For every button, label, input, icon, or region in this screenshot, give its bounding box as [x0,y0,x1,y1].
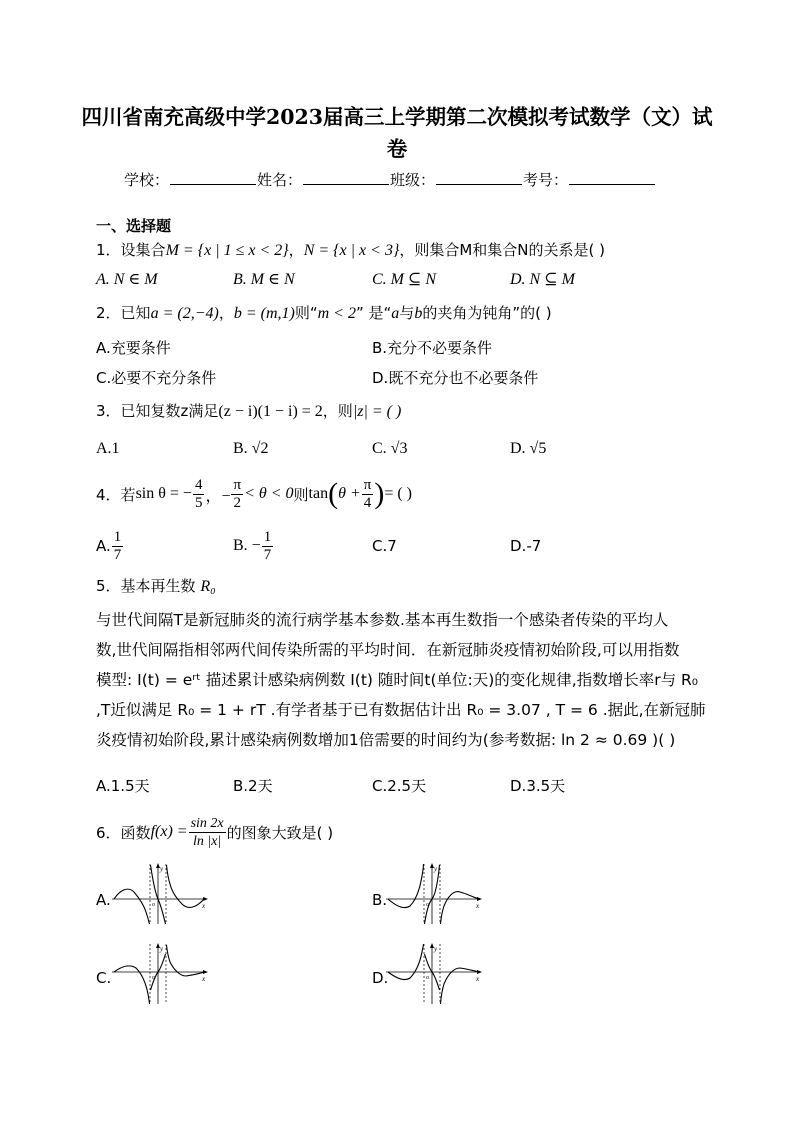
q5-option-b[interactable]: B.2天 [233,777,273,795]
svg-text:x: x [476,975,480,983]
q2-va: a [391,305,400,322]
q4-range: < θ < 0 [244,485,294,502]
q6-graph-c[interactable] [110,942,210,1006]
q2-option-c[interactable]: C.必要不充分条件 [96,369,217,387]
q6-option-b-label[interactable]: B. [372,891,388,909]
q3-equation: (z − i)(1 − i) = 2 [218,403,323,420]
q6-graph-d[interactable] [384,942,484,1006]
question-3 [96,401,401,422]
svg-text:x: x [202,975,206,983]
q4-frac-pi-2: $\frac{\pi}{2}$ [233,476,242,511]
q1-set-m: M = {x | 1 ≤ x < 2} [165,242,289,259]
svg-text:y: y [160,865,164,873]
q4-frac-4-5: $\frac{4}{5}$ [194,476,203,511]
class-label: 班级： [390,171,436,189]
question-6 [96,810,333,854]
q6-option-c-label[interactable]: C. [96,969,112,987]
id-blank[interactable] [569,170,655,185]
q2-vb: b [414,305,423,322]
q4-sin: sin θ = − [135,485,192,502]
svg-text:o: o [152,902,155,908]
q4-tan: tan [308,485,329,502]
q5-line: 与世代间隔T是新冠肺炎的流行病学基本参数.基本再生数指一个感染者传染的平均人 [96,611,669,629]
section-heading: 一、选择题 [96,217,172,235]
question-2 [96,303,552,324]
q2-option-d[interactable]: D.既不充分也不必要条件 [372,369,539,387]
q2-condition: m < 2 [317,305,356,322]
q6-fraction: $\frac{\sin 2x}{\ln |x|}$ [190,815,224,849]
q2-vector-b: b = (m,1) [233,305,295,322]
q2-vector-a: a = (2,−4) [150,305,219,322]
info-line [124,170,656,190]
q1-text: 设集合 [120,241,166,259]
q1-option-c[interactable]: C. M ⊆ N [372,271,437,288]
q1-tail: ，则集合M和集合N的关系是( ) [399,241,605,259]
q6-option-a-label[interactable]: A. [96,891,111,909]
q6-text: 函数 [120,823,151,842]
q2-tail: 的夹角为钝角”的( ) [422,304,552,322]
q6-option-d-label[interactable]: D. [372,969,389,987]
q2-text-c: ” 是“ [355,304,392,322]
q3-option-a[interactable]: A.1 [96,440,120,457]
q6-tail: 的图象大致是( ) [226,823,334,842]
question-1 [96,240,605,261]
q3-option-c[interactable]: C. √3 [372,440,408,457]
svg-text:x: x [202,902,206,910]
name-label: 姓名： [257,171,303,189]
q3-text-b: ，则 [322,402,353,420]
q4-paren-close: ) [374,477,385,510]
name-blank[interactable] [303,170,389,185]
q2-text-d: 与 [399,304,415,322]
q4-frac-pi-4: $\frac{\pi}{4}$ [363,476,372,511]
q6-graph-a[interactable] [110,862,210,926]
q4-tail: = ( ) [384,485,412,502]
q3-number: 3． [96,402,121,420]
svg-text:o: o [426,975,429,981]
id-label: 考号： [523,171,569,189]
q1-option-b[interactable]: B. M ∈ N [233,271,295,288]
q6-number: 6． [96,823,121,842]
q5-line: 炎疫情初始阶段,累计感染病例数增加1倍需要的时间约为(参考数据: ln 2 ≈ 0.69 )( ) [96,731,676,749]
q2-number: 2． [96,304,121,322]
svg-text:y: y [434,865,438,873]
q2-text-b: 则“ [294,304,318,322]
q5-option-a[interactable]: A.1.5天 [96,777,150,795]
q5-option-c[interactable]: C.2.5天 [372,777,427,795]
q3-abs-z: |z| = ( ) [352,403,402,420]
q1-set-n: N = {x | x < 3} [303,242,400,259]
q5-line: 模型: I(t) = eʳᵗ 描述累计感染病例数 I(t) 随时间t(单位:天)的变化规律,指数增长率r与 R₀ [96,671,698,689]
q3-text: 已知复数z满足 [120,402,219,420]
svg-text:y: y [160,945,164,953]
q6-graph-b[interactable] [384,862,484,926]
q4-option-b[interactable]: B. − $\frac{1}{7}$ [233,528,272,563]
q2-text: 已知 [120,304,151,322]
q5-r0: R₀ [200,578,216,595]
q3-option-d[interactable]: D. √5 [510,440,547,457]
q5-paragraph [96,605,706,755]
q2-option-b[interactable]: B.充分不必要条件 [372,339,493,357]
q4-text: 若 [120,485,136,504]
question-4 [96,474,412,514]
q4-paren-open: ( [328,477,339,510]
q5-head: 基本再生数 [120,577,196,595]
svg-text:x: x [476,902,480,910]
q1-sep: ， [288,241,304,259]
q1-number: 1． [96,241,121,259]
q3-option-b[interactable]: B. √2 [233,440,269,457]
q5-number: 5． [96,577,121,595]
q6-fx: f(x) = [150,823,188,840]
q4-text-b: 则 [293,485,309,504]
school-blank[interactable] [170,170,256,185]
q1-option-d[interactable]: D. N ⊆ M [510,271,575,288]
class-blank[interactable] [436,170,522,185]
q4-mid: ，− [205,487,231,505]
q4-tan-inner: θ + [338,485,361,502]
q4-option-a[interactable]: A. $\frac{1}{7}$ [96,528,122,563]
q5-option-d[interactable]: D.3.5天 [510,777,566,795]
page-title-line2: 卷 [386,137,408,161]
svg-text:o: o [426,902,429,908]
q4-option-d[interactable]: D.-7 [510,537,542,555]
q5-line: ,T近似满足 R₀ = 1 + rT .有学者基于已有数据估计出 R₀ = 3.07 , T = 6 .据此,在新冠肺 [96,701,706,719]
question-5 [96,576,216,597]
school-label: 学校： [124,171,170,189]
q4-option-c[interactable]: C.7 [372,537,397,555]
q2-sep: ， [218,304,234,322]
svg-text:o: o [152,975,155,981]
q5-line: 数,世代间隔指相邻两代间传染所需的平均时间．在新冠肺炎疫情初始阶段,可以用指数 [96,641,680,659]
q2-option-a[interactable]: A.充要条件 [96,339,171,357]
page-title-line1: 四川省南充高级中学2023届高三上学期第二次模拟考试数学（文）试 [81,105,713,129]
svg-text:y: y [434,945,438,953]
q1-option-a[interactable]: A. N ∈ M [96,271,158,288]
q4-number: 4． [96,485,121,504]
